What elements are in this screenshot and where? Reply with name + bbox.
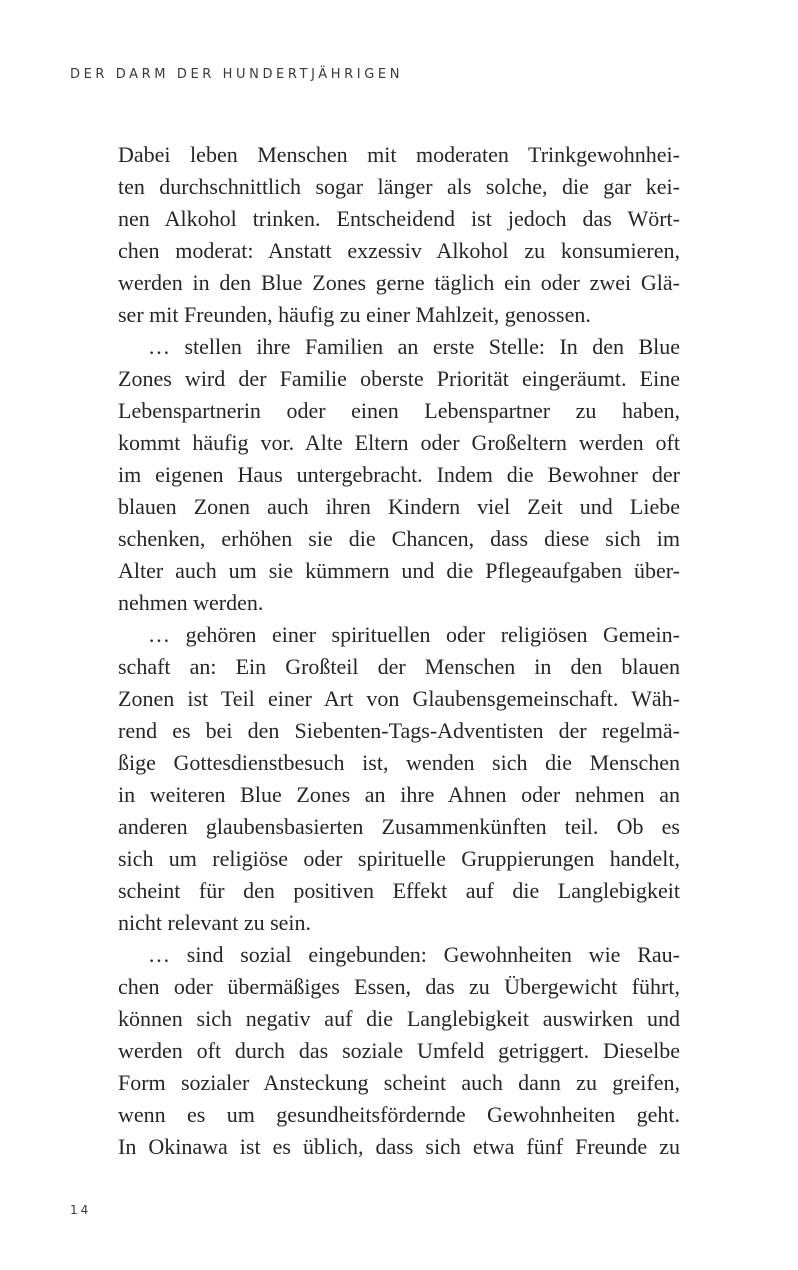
text-line: Alter auch um sie kümmern und die Pflegeaufgaben über- (118, 558, 680, 583)
text-line: können sich negativ auf die Langlebigkeit auswirken und (118, 1006, 680, 1031)
text-line: werden in den Blue Zones gerne täglich ein oder zwei Glä- (118, 270, 680, 295)
text-line: … sind sozial eingebunden: Gewohnheiten wie Rau- (148, 942, 680, 967)
text-line: Dabei leben Menschen mit moderaten Trinkgewohnhei- (118, 142, 680, 167)
text-line: schenken, erhöhen sie die Chancen, dass diese sich im (118, 526, 680, 551)
page-number: 14 (70, 1203, 92, 1217)
text-line: … stellen ihre Familien an erste Stelle: In den Blue (148, 334, 680, 359)
text-line: blauen Zonen auch ihren Kindern viel Zeit und Liebe (118, 494, 680, 519)
running-header-title: DER DARM DER HUNDERTJÄHRIGEN (70, 67, 404, 82)
text-line: ser mit Freunden, häufig zu einer Mahlzeit, genossen. (118, 302, 591, 327)
text-line: nicht relevant zu sein. (118, 910, 312, 935)
text-line: sich um religiöse oder spirituelle Gruppierungen handelt, (118, 846, 680, 871)
text-line: Zones wird der Familie oberste Priorität eingeräumt. Eine (118, 366, 680, 391)
paragraph (118, 619, 680, 939)
text-line: Lebenspartnerin oder einen Lebenspartner zu haben, (118, 398, 680, 423)
text-line: chen moderat: Anstatt exzessiv Alkohol zu konsumieren, (118, 238, 680, 263)
body-text (118, 139, 680, 1163)
paragraph (118, 139, 680, 331)
text-line: in weiteren Blue Zones an ihre Ahnen oder nehmen an (118, 782, 680, 807)
text-line: scheint für den positiven Effekt auf die Langlebigkeit (118, 878, 680, 903)
text-line: Zonen ist Teil einer Art von Glaubensgemeinschaft. Wäh- (118, 686, 680, 711)
text-line: kommt häufig vor. Alte Eltern oder Großeltern werden oft (118, 430, 680, 455)
text-line: nen Alkohol trinken. Entscheidend ist jedoch das Wört- (118, 206, 680, 231)
text-line: nehmen werden. (118, 590, 264, 615)
text-line: werden oft durch das soziale Umfeld getriggert. Dieselbe (118, 1038, 680, 1063)
paragraph (118, 939, 680, 1163)
text-line: … gehören einer spirituellen oder religiösen Gemein- (148, 622, 680, 647)
text-line: schaft an: Ein Großteil der Menschen in den blauen (118, 654, 680, 679)
paragraph (118, 331, 680, 619)
text-line: ßige Gottesdienstbesuch ist, wenden sich die Menschen (118, 750, 680, 775)
text-line: im eigenen Haus untergebracht. Indem die Bewohner der (118, 462, 680, 487)
text-line: Form sozialer Ansteckung scheint auch dann zu greifen, (118, 1070, 680, 1095)
text-line: In Okinawa ist es üblich, dass sich etwa fünf Freunde zu (118, 1134, 680, 1159)
text-line: wenn es um gesundheitsfördernde Gewohnheiten geht. (118, 1102, 680, 1127)
text-line: anderen glaubensbasierten Zusammenkünften teil. Ob es (118, 814, 680, 839)
text-line: rend es bei den Siebenten-Tags-Adventisten der regelmä- (118, 718, 680, 743)
text-line: chen oder übermäßiges Essen, das zu Übergewicht führt, (118, 974, 680, 999)
text-line: ten durchschnittlich sogar länger als solche, die gar kei- (118, 174, 680, 199)
